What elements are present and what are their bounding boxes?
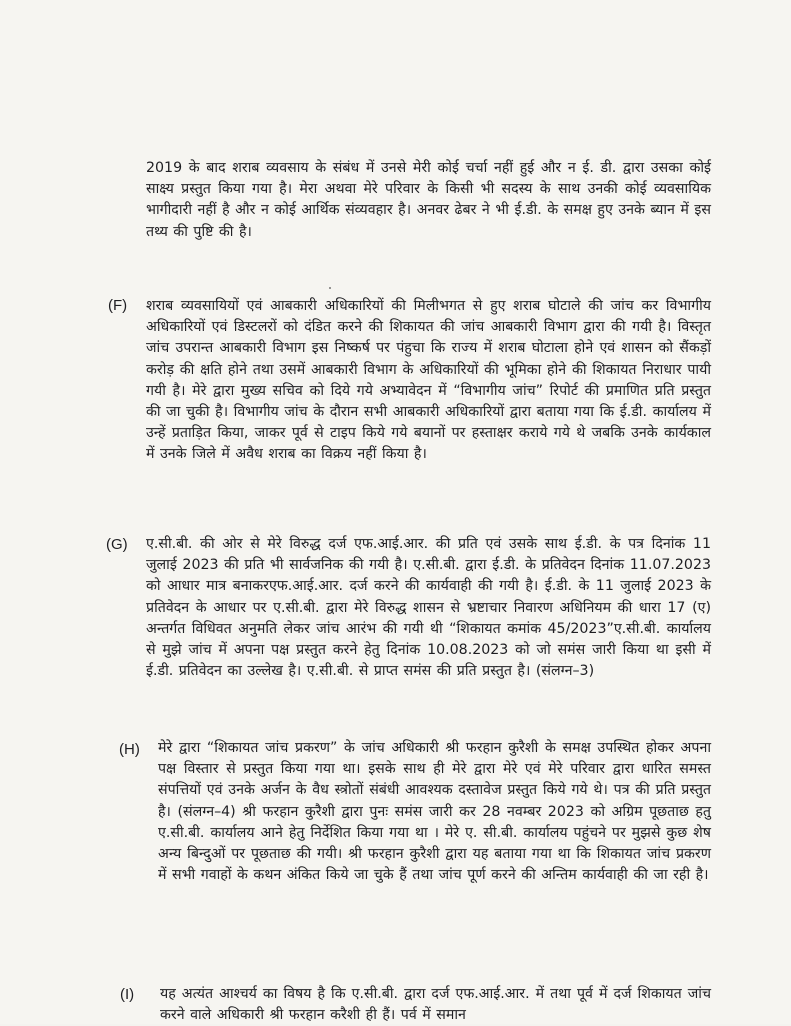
section-marker-i: (I) (120, 986, 135, 1003)
section-h-paragraph: मेरे द्वारा “शिकायत जांच प्रकरण” के जांच अधिकारी श्री फरहान कुरैशी के समक्ष उपस्थित होकर अपना पक्ष विस्तार से प्रस्तुत किया गया था। इसके साथ ही मेरे द्वारा मेरे एवं मेरे परिवार द्वारा धारित समस्त संपत्तियों एवं उनके अर्जन के वैध स्त्रोतों संबंधी आवश्यक दस्तावेज प्रस्तुत किये गये थे। पत्र की प्रति प्रस्तुत है। (संलग्न–4) श्री फरहान कुरैशी द्वारा पुनः समंस जारी कर 28 नवम्बर 2023 को अग्रिम पूछताछ हतु ए.सी.बी. कार्यालय आने हेतु निर्देशित किया गया था । मेरे ए. सी.बी. कार्यालय पहुंचने पर मुझसे कुछ शेष अन्य बिन्दुओं पर पूछताछ की गयी। श्री फरहान कुरैशी द्वारा यह बताया गया था कि शिकायत जांच प्रकरण में सभी गवाहों के कथन अंकित किये जा चुके हैं तथा जांच पूर्ण करने की अन्तिम कार्यवाही की जा रही है। (158, 740, 711, 884)
section-i-paragraph: यह अत्यंत आश्चर्य का विषय है कि ए.सी.बी. द्वारा दर्ज एफ.आई.आर. में तथा पूर्व में दर्ज शिकायत जांच करने वाले अधिकारी श्री फरहान करैशी ही हैं। पर्व में समान (160, 986, 711, 1024)
section-marker-f: (F) (108, 297, 128, 314)
section-marker-g: (G) (106, 536, 128, 553)
scan-speck (329, 287, 331, 289)
section-f-paragraph: शराब व्यवसायियों एवं आबकारी अधिकारियों की मिलीभगत से हुए शराब घोटाले की जांच कर विभागीय अधिकारियों एवं डिस्टलरों को दंडित करने की शिकायत की जांच आबकारी विभाग द्वारा की गयी है। विस्तृत जांच उपरान्त आबकारी विभाग इस निष्कर्ष पर पंहुचा कि राज्य में शराब घोटाला होने एवं शासन को सैंकड़ों करोड़ की क्षति होने तथा उसमें आबकारी विभाग के अधिकारियों की भूमिका होने की शिकायत निराधार पायी गयी है। मेरे द्वारा मुख्य सचिव को दिये गये अभ्यावेदन में “विभागीय जांच” रिपोर्ट की प्रमाणित प्रति प्रस्तुत की जा चुकी है। विभागीय जांच के दौरान सभी आबकारी अधिकारियों द्वारा बताया गया कि ई.डी. कार्यालय में उन्हें प्रताड़ित किया, जाकर पूर्व से टाइप किये गये बयानों पर हस्ताक्षर कराये गये थे जबकि उनके कार्यकाल में उनके जिले में अवैध शराब का विक्रय नहीं किया है। (146, 298, 711, 463)
intro-paragraph: 2019 के बाद शराब व्यवसाय के संबंध में उनसे मेरी कोई चर्चा नहीं हुई और न ई. डी. द्वारा उसका कोई साक्ष्य प्रस्तुत किया गया है। मेरा अथवा मेरे परिवार के किसी भी सदस्य के साथ उनकी कोई व्यवसायिक भागीदारी नहीं है और न कोई आर्थिक संव्यवहार है। अनवर ढेबर ने भी ई.डी. के समक्ष हुए उनके ब्यान में इस तथ्य की पुष्टि की है। (146, 160, 711, 240)
section-g-paragraph: ए.सी.बी. की ओर से मेरे विरुद्ध दर्ज एफ.आई.आर. की प्रति एवं उसके साथ ई.डी. के पत्र दिनांक 11 जुलाई 2023 की प्रति भी सार्वजनिक की गयी है। ए.सी.बी. द्वारा ई.डी. के प्रतिवेदन दिनांक 11.07.2023 को आधार मात्र बनाकरएफ.आई.आर. दर्ज करने की कार्यवाही की गयी है। ई.डी. के 11 जुलाई 2023 के प्रतिवेदन के आधार पर ए.सी.बी. द्वारा मेरे विरुद्ध शासन से भ्रष्टाचार निवारण अधिनियम की धारा 17 (ए) अन्तर्गत विधिवत अनुमति लेकर जांच आरंभ की गयी थी “शिकायत कमांक 45/2023”ए.सी.बी. कार्यालय से मुझे जांच में अपना पक्ष प्रस्तुत करने हेतु दिनांक 10.08.2023 को जो समंस जारी किया था इसी में ई.डी. प्रतिवेदन का उल्लेख है। ए.सी.बी. से प्राप्त समंस की प्रति प्रस्तुत है। (संलग्न–3) (146, 536, 711, 680)
section-marker-h: (H) (119, 741, 140, 758)
